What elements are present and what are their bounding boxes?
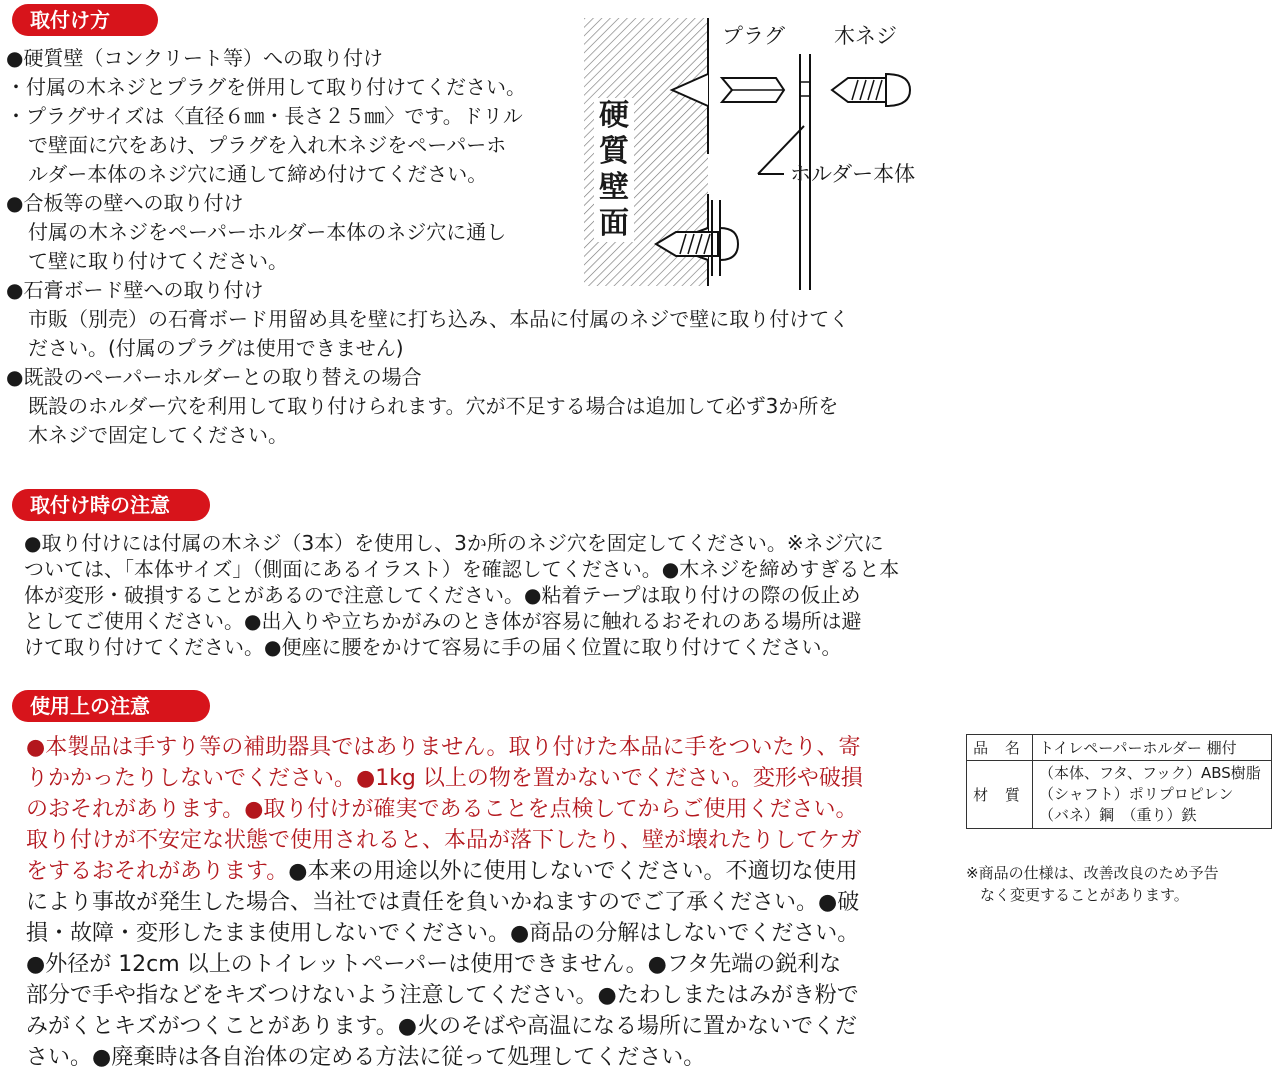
install-line: ●硬質壁（コンクリート等）への取り付け (6, 46, 384, 70)
spec-material-line: （本体、フタ、フック）ABS樹脂 (1039, 764, 1261, 782)
plug-shape (722, 78, 784, 102)
install-line: 付属の木ネジをペーパーホルダー本体のネジ穴に通し (28, 220, 507, 244)
install-caution-text (6, 530, 936, 660)
warning-text: 取り付けが不安定な状態で使用されると、本品が落下したり、壁が壊れたりしてケガ (26, 828, 862, 853)
plug-label: プラグ (722, 24, 785, 48)
install-line: ●石膏ボード壁への取り付け (6, 278, 264, 302)
install-line: ルダー本体のネジ穴に通して締め付けてください。 (28, 162, 488, 186)
install-caution-line: としてご使用ください。●出入りや立ちかがみのとき体が容易に触れるおそれのある場所は避 (24, 609, 862, 633)
install-caution-line: ●取り付けには付属の木ネジ（3本）を使用し、3か所のネジ穴を固定してください。※ネジ穴に (24, 531, 884, 555)
warning-text: ●本製品は手すり等の補助器具ではありません。取り付けた本品に手をついたり、寄 (26, 735, 861, 760)
warning-text: のおそれがあります。●取り付けが確実であることを点検してからご使用ください。 (26, 797, 858, 822)
spec-row-material (967, 761, 1272, 829)
usage-caution-line (6, 918, 936, 949)
install-line: で壁面に穴をあけ、プラグを入れ木ネジをペーパーホ (28, 133, 507, 157)
holder-body-label: ホルダー本体 (790, 162, 916, 186)
caution-text: さい。●廃棄時は各自治体の定める方法に従って処理してください。 (26, 1045, 706, 1070)
install-line: ・付属の木ネジとプラグを併用して取り付けてください。 (6, 75, 526, 99)
install-line: ●既設のペーパーホルダーとの取り替えの場合 (6, 365, 422, 389)
spec-note-line: なく変更することがあります。 (980, 886, 1189, 904)
spec-material-line: （シャフト）ポリプロピレン (1039, 785, 1234, 803)
install-line: 木ネジで固定してください。 (28, 423, 288, 447)
usage-caution-line (6, 1011, 936, 1042)
caution-text: みがくとキズがつくことがあります。●火のそばや高温になる場所に置かないでくだ (26, 1014, 857, 1039)
install-line: ・プラグサイズは〈直径６㎜・長さ２５㎜〉です。ドリル (6, 104, 523, 128)
hard-wall-label: 硬質壁面 (594, 98, 634, 242)
install-caution-line: けて取り付けてください。●便座に腰をかけて容易に手の届く位置に取り付けてください。 (24, 635, 842, 659)
warning-text: をするおそれがあります。 (26, 859, 289, 884)
caution-text: により事故が発生した場合、当社では責任を負いかねますのでご了承ください。●破 (26, 890, 860, 915)
install-caution-line: 体が変形・破損することがあるので注意してください。●粘着テープは取り付けの際の仮止め (24, 583, 861, 607)
install-line: ●合板等の壁への取り付け (6, 191, 244, 215)
install-line: 市販（別売）の石膏ボード用留め具を壁に打ち込み、本品に付属のネジで壁に取り付けてく (28, 307, 850, 331)
spec-row-name (967, 735, 1272, 761)
spec-note (966, 862, 1276, 906)
spec-table (966, 734, 1272, 829)
warning-text: りかかったりしないでください。●1kg 以上の物を置かないでください。変形や破損 (26, 766, 863, 791)
wood-screw-shape (832, 74, 910, 106)
usage-caution-line (6, 856, 936, 887)
wood-screw-label: 木ネジ (834, 24, 897, 48)
section-badge-usage-caution: 使用上の注意 (12, 690, 210, 722)
usage-caution-line (6, 980, 936, 1011)
install-line: て壁に取り付けてください。 (28, 249, 288, 273)
section-badge-install: 取付け方 (12, 4, 158, 36)
usage-caution-line (6, 825, 936, 856)
spec-material-line: （バネ）鋼 （重り）鉄 (1039, 806, 1197, 824)
install-line: ださい。(付属のプラグは使用できません) (28, 336, 404, 360)
installation-diagram-svg (580, 14, 940, 290)
spec-note-line: ※商品の仕様は、改善改良のため予告 (966, 864, 1219, 882)
usage-caution-line (6, 1042, 936, 1073)
caution-text: 損・故障・変形したまま使用しないでください。●商品の分解はしないでください。 (26, 921, 860, 946)
install-caution-line: ついては、「本体サイズ」（側面にあるイラスト）を確認してください。●木ネジを締めすぎると本 (24, 557, 900, 581)
spec-material-label: 材 質 (967, 761, 1033, 829)
section-badge-install-caution: 取付け時の注意 (12, 489, 210, 521)
spec-material-value (1033, 761, 1272, 829)
caution-text: ●本来の用途以外に使用しないでください。不適切な使用 (288, 859, 858, 884)
usage-caution-line (6, 794, 936, 825)
usage-caution-line (6, 887, 936, 918)
caution-text: 部分で手や指などをキズつけないよう注意してください。●たわしまたはみがき粉で (26, 983, 859, 1008)
usage-caution-line (6, 732, 936, 763)
usage-caution-line (6, 949, 936, 980)
spec-name-value: トイレペーパーホルダー 棚付 (1033, 735, 1272, 761)
usage-caution-line (6, 763, 936, 794)
installation-diagram (580, 14, 940, 290)
install-line: 既設のホルダー穴を利用して取り付けられます。穴が不足する場合は追加して必ず3か所を (28, 394, 839, 418)
usage-caution-text (6, 732, 936, 1073)
spec-name-label: 品 名 (967, 735, 1033, 761)
caution-text: ●外径が 12cm 以上のトイレットペーパーは使用できません。●フタ先端の鋭利な (26, 952, 842, 977)
